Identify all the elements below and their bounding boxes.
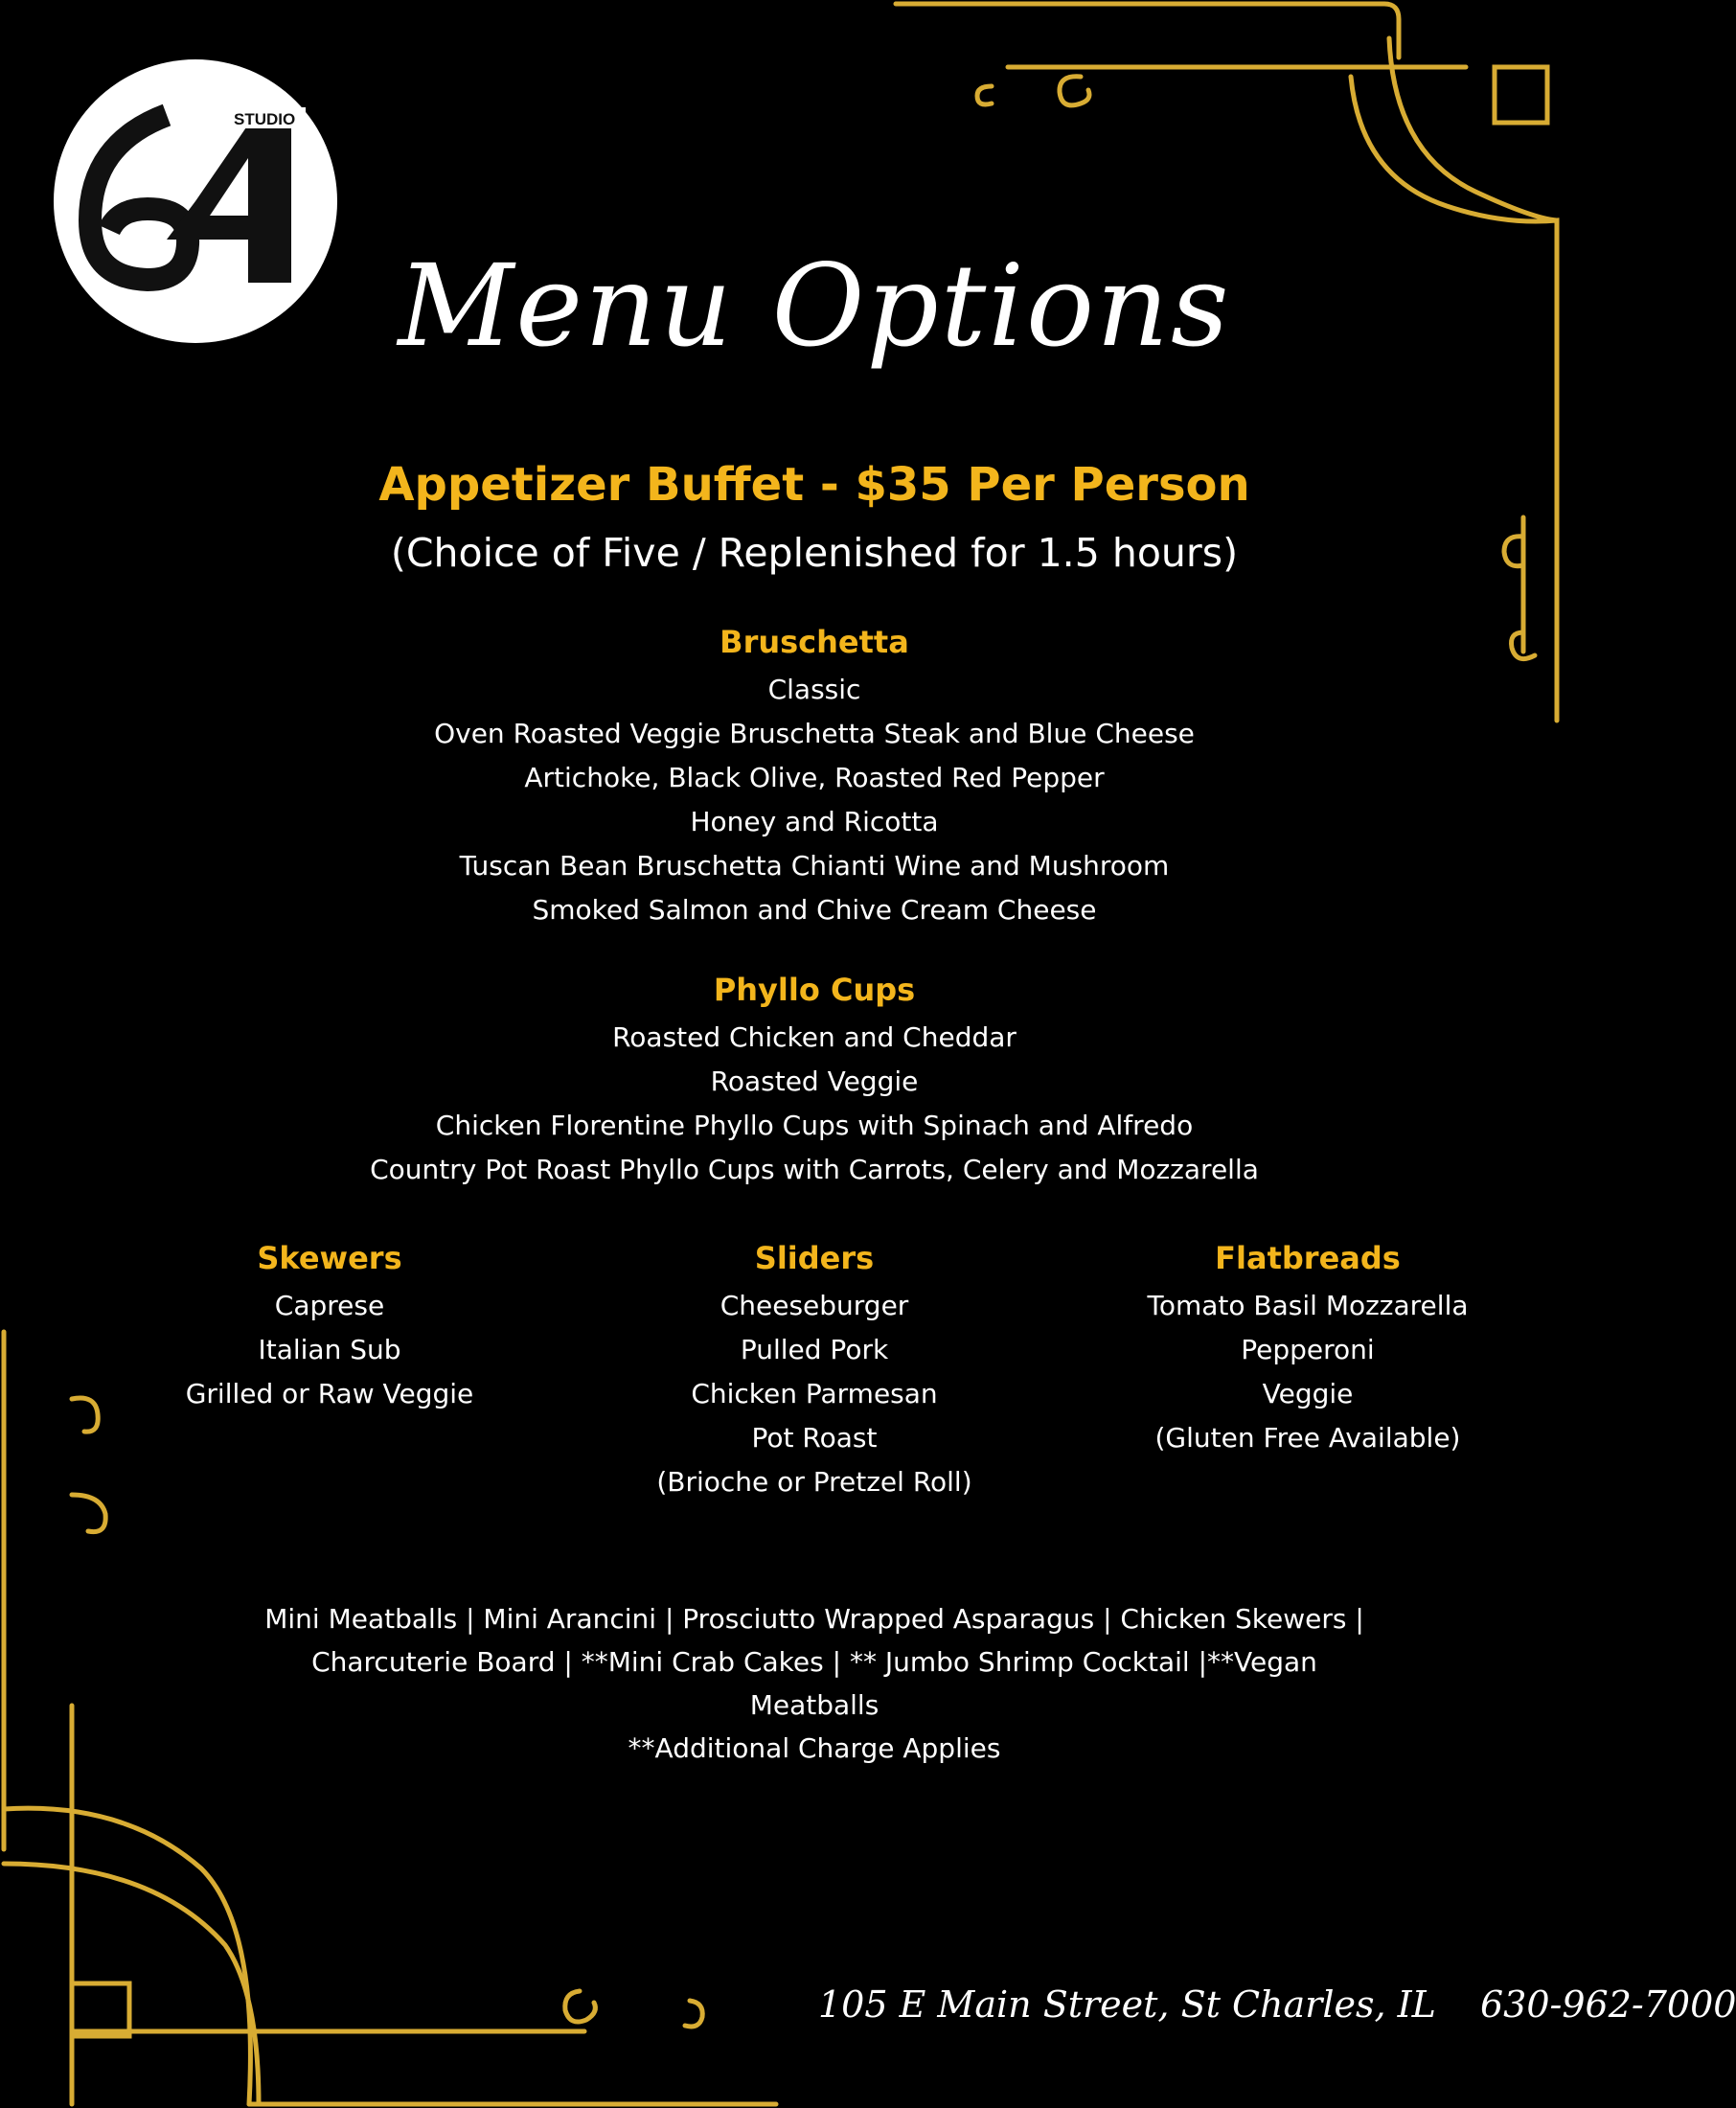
menu-item: Chicken Florentine Phyllo Cups with Spinach and Alfredo: [435, 1110, 1194, 1141]
section-title: Flatbreads: [1215, 1240, 1401, 1276]
extras-note: **Additional Charge Applies: [628, 1732, 1001, 1764]
section-title: Phyllo Cups: [713, 972, 916, 1008]
menu-item: Chicken Parmesan: [691, 1378, 938, 1409]
extras-line: Mini Meatballs | Mini Arancini | Prosciutto Wrapped Asparagus | Chicken Skewers |: [264, 1603, 1364, 1635]
section-flatbreads: [1068, 1232, 1547, 1460]
menu-item: Artichoke, Black Olive, Roasted Red Pepper: [524, 762, 1105, 793]
menu-item: Tomato Basil Mozzarella: [1147, 1290, 1469, 1321]
section-skewers: [90, 1232, 569, 1416]
menu-item: Classic: [767, 674, 861, 705]
section-title: Bruschetta: [720, 624, 909, 660]
menu-item: Tuscan Bean Bruschetta Chianti Wine and Mushroom: [459, 850, 1170, 882]
menu-item: Italian Sub: [258, 1334, 401, 1365]
menu-item: (Brioche or Pretzel Roll): [656, 1466, 972, 1498]
menu-item: Smoked Salmon and Chive Cream Cheese: [532, 894, 1097, 926]
section-sliders: [575, 1232, 1054, 1504]
menu-item: Veggie: [1262, 1378, 1354, 1409]
menu-item: Honey and Ricotta: [690, 806, 939, 837]
svg-text:STUDIO: STUDIO: [234, 110, 296, 128]
extras-line: Meatballs: [749, 1689, 879, 1721]
footer-contact: [786, 1983, 1736, 2026]
menu-item: Roasted Veggie: [710, 1065, 919, 1097]
extras-line: Charcuterie Board | **Mini Crab Cakes | ** Jumbo Shrimp Cocktail |**Vegan: [311, 1646, 1317, 1678]
menu-item: (Gluten Free Available): [1154, 1422, 1461, 1454]
section-title: Skewers: [257, 1240, 402, 1276]
menu-item: Pulled Pork: [740, 1334, 889, 1365]
section-bruschetta: [0, 616, 1629, 932]
menu-item: Caprese: [274, 1290, 385, 1321]
additional-items: [0, 1597, 1629, 1770]
page-title: Menu Options: [398, 240, 1231, 372]
buffet-subheading: (Choice of Five / Replenished for 1.5 hours): [390, 530, 1239, 576]
menu-item: Pot Roast: [751, 1422, 878, 1454]
section-title: Sliders: [754, 1240, 875, 1276]
menu-item: Roasted Chicken and Cheddar: [612, 1021, 1016, 1053]
footer-address: 105 E Main Street, St Charles, IL: [818, 1983, 1436, 2026]
menu-item: Cheeseburger: [720, 1290, 909, 1321]
footer-phone: 630-962-7000: [1479, 1983, 1736, 2026]
section-phyllo-cups: [0, 964, 1629, 1192]
menu-item: Oven Roasted Veggie Bruschetta Steak and Blue Cheese: [434, 718, 1195, 749]
buffet-heading: Appetizer Buffet - $35 Per Person: [378, 458, 1250, 512]
menu-item: Grilled or Raw Veggie: [185, 1378, 474, 1409]
menu-item: Pepperoni: [1241, 1334, 1375, 1365]
menu-item: Country Pot Roast Phyllo Cups with Carrots, Celery and Mozzarella: [370, 1154, 1259, 1185]
